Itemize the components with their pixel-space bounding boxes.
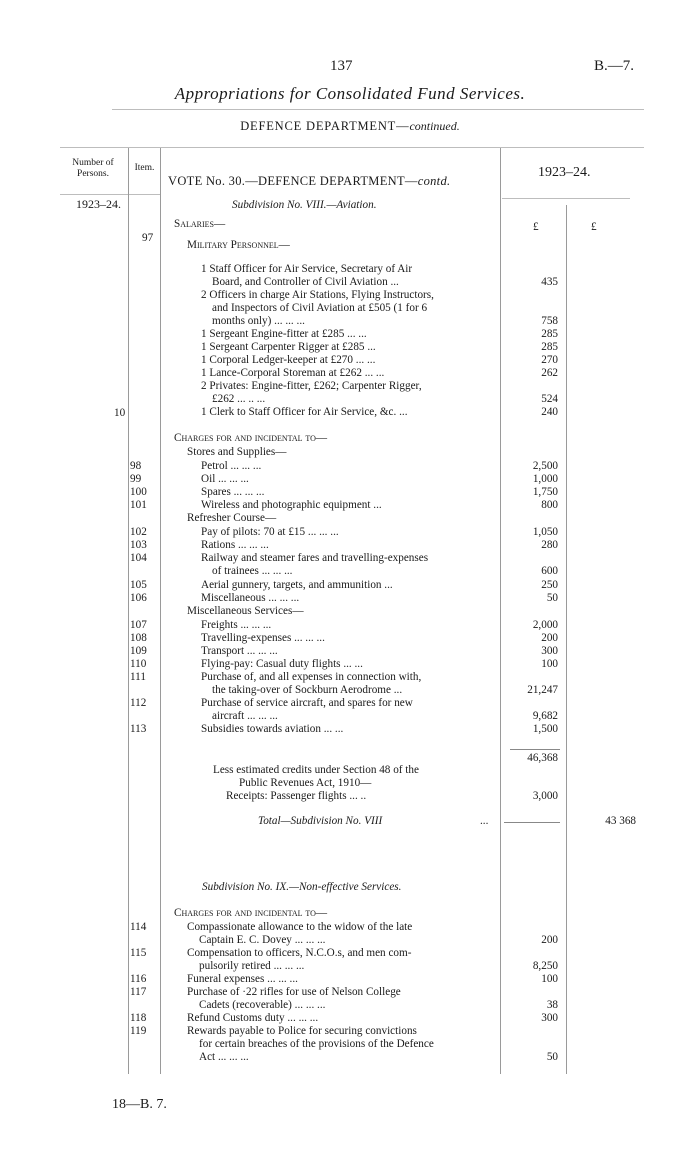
page-title: Appropriations for Consolidated Fund Services. <box>174 84 526 103</box>
less-receipts-line: Receipts: Passenger flights ... .. <box>226 790 367 802</box>
item-number: 106 <box>130 592 147 604</box>
total-amount: 43 368 <box>605 815 636 827</box>
item-number: 100 <box>130 486 147 498</box>
document-reference: B.—7. <box>594 58 635 74</box>
line-amount: 758 <box>541 315 558 327</box>
line-text: 1 Corporal Ledger-keeper at £270 ... ... <box>201 354 376 366</box>
line-text: 1 Lance-Corporal Storeman at £262 ... ... <box>201 367 385 379</box>
line-text: Purchase of, and all expenses in connection with, <box>201 671 422 683</box>
line-amount: 250 <box>541 579 558 591</box>
line-text: of trainees ... ... ... <box>212 565 293 577</box>
item-number: 118 <box>130 1012 147 1024</box>
total-rule <box>504 822 560 823</box>
line-amount: 100 <box>541 658 558 670</box>
item-number: 104 <box>130 552 147 564</box>
line-text: Transport ... ... ... <box>201 645 278 657</box>
line-text: pulsorily retired ... ... ... <box>199 960 305 972</box>
item-column-divider-left <box>128 148 129 1074</box>
item-number: 109 <box>130 645 147 657</box>
total-dots: ... <box>480 815 489 827</box>
line-text: the taking-over of Sockburn Aerodrome ... <box>212 684 403 696</box>
item-column-divider-right <box>160 148 161 1074</box>
line-text: 1 Clerk to Staff Officer for Air Service, &c. ... <box>201 406 408 418</box>
item-number: 108 <box>130 632 147 644</box>
less-receipts-amount: 3,000 <box>532 790 558 802</box>
line-amount: 280 <box>541 539 558 551</box>
line-text: Petrol ... ... ... <box>201 460 262 472</box>
line-amount: 200 <box>541 632 558 644</box>
line-text: Travelling-expenses ... ... ... <box>201 632 325 644</box>
amount-column-divider <box>500 148 501 1074</box>
persons-count: 10 <box>114 407 126 419</box>
military-personnel-heading: Military Personnel— <box>187 239 290 251</box>
line-amount: 285 <box>541 328 558 340</box>
line-amount: 270 <box>541 354 558 366</box>
line-amount: 1,050 <box>532 526 558 538</box>
item-number: 103 <box>130 539 147 551</box>
line-text: Rations ... ... ... <box>201 539 269 551</box>
line-text: 1 Staff Officer for Air Service, Secretary of Air <box>201 263 413 275</box>
item-number: 119 <box>130 1025 147 1037</box>
item-number: 114 <box>130 921 147 933</box>
subdivision-9-title: Subdivision No. IX.—Non-effective Services. <box>202 881 402 893</box>
line-amount: 21,247 <box>527 684 558 696</box>
line-text: 1 Sergeant Carpenter Rigger at £285 ... <box>201 341 376 353</box>
item-number: 116 <box>130 973 147 985</box>
line-text: Refresher Course— <box>187 512 277 524</box>
line-text: Subsidies towards aviation ... ... <box>201 723 344 735</box>
line-amount: 524 <box>541 393 558 405</box>
item-number: 113 <box>130 723 147 735</box>
item-column-header: Item. <box>134 163 155 173</box>
line-text: Compensation to officers, N.C.O.s, and men com- <box>187 947 412 959</box>
persons-year: 1923–24. <box>76 197 121 211</box>
line-text: Freights ... ... ... <box>201 619 272 631</box>
line-amount: 200 <box>541 934 558 946</box>
line-text: Cadets (recoverable) ... ... ... <box>199 999 326 1011</box>
line-amount: 2,000 <box>532 619 558 631</box>
line-text: Captain E. C. Dovey ... ... ... <box>199 934 326 946</box>
line-text: £262 ... .. ... <box>212 393 266 405</box>
charges-heading-9: Charges for and incidental to— <box>174 907 328 919</box>
header-rule <box>112 109 644 110</box>
less-credits-line: Less estimated credits under Section 48 of the <box>213 764 419 776</box>
line-amount: 1,000 <box>532 473 558 485</box>
vote-continued: contd. <box>417 174 451 188</box>
item-number: 115 <box>130 947 147 959</box>
line-text: Miscellaneous Services— <box>187 605 304 617</box>
line-amount: 600 <box>541 565 558 577</box>
persons-column-header: Number of Persons. <box>72 158 114 179</box>
line-amount: 300 <box>541 1012 558 1024</box>
line-text: Compassionate allowance to the widow of the late <box>187 921 413 933</box>
line-amount: 262 <box>541 367 558 379</box>
department-heading <box>0 119 700 134</box>
line-amount: 435 <box>541 276 558 288</box>
line-amount: 50 <box>546 1051 558 1063</box>
line-text: Refund Customs duty ... ... ... <box>187 1012 319 1024</box>
item-number: 102 <box>130 526 147 538</box>
line-text: Purchase of ·22 rifles for use of Nelson College <box>187 986 401 998</box>
line-amount: 38 <box>546 999 558 1011</box>
item-number: 98 <box>130 460 142 472</box>
line-text: Oil ... ... ... <box>201 473 249 485</box>
line-amount: 1,500 <box>532 723 558 735</box>
charges-heading: Charges for and incidental to— <box>174 432 328 444</box>
line-amount: 2,500 <box>532 460 558 472</box>
item-number: 99 <box>130 473 142 485</box>
department-name: DEFENCE DEPARTMENT— <box>240 119 410 133</box>
pound-sign-detail: £ <box>533 221 539 233</box>
line-text: 1 Sergeant Engine-fitter at £285 ... ... <box>201 328 367 340</box>
line-text: Miscellaneous ... ... ... <box>201 592 300 604</box>
line-text: Purchase of service aircraft, and spares for new <box>201 697 413 709</box>
right-head-rule <box>502 198 630 199</box>
line-amount: 285 <box>541 341 558 353</box>
line-text: Railway and steamer fares and travelling-expenses <box>201 552 429 564</box>
line-amount: 9,682 <box>532 710 558 722</box>
year-column-header: 1923–24. <box>538 165 591 180</box>
vote-heading <box>168 174 450 189</box>
line-text: aircraft ... ... ... <box>212 710 278 722</box>
page-footer: 18—B. 7. <box>112 1097 167 1112</box>
subdivision-8-title: Subdivision No. VIII.—Aviation. <box>232 199 377 211</box>
line-text: 2 Officers in charge Air Stations, Flying Instructors, <box>201 289 434 301</box>
line-text: Spares ... ... ... <box>201 486 265 498</box>
item-number: 105 <box>130 579 147 591</box>
department-continued: continued. <box>409 119 460 133</box>
pound-column-divider <box>566 205 567 1074</box>
item-number: 112 <box>130 697 147 709</box>
vote-title: VOTE No. 30.—DEFENCE DEPARTMENT— <box>168 174 418 188</box>
line-text: Aerial gunnery, targets, and ammunition ... <box>201 579 393 591</box>
page-number: 137 <box>330 58 353 74</box>
line-text: Stores and Supplies— <box>187 446 287 458</box>
line-amount: 800 <box>541 499 558 511</box>
line-text: for certain breaches of the provisions of the Defence <box>199 1038 434 1050</box>
line-text: Funeral expenses ... ... ... <box>187 973 298 985</box>
line-text: and Inspectors of Civil Aviation at £505 (1 for 6 <box>212 302 428 314</box>
total-label: Total—Subdivision No. VIII <box>258 815 383 827</box>
pound-sign-total: £ <box>591 221 597 233</box>
line-text: Flying-pay: Casual duty flights ... ... <box>201 658 363 670</box>
line-text: Act ... ... ... <box>199 1051 249 1063</box>
left-head-rule <box>60 194 160 195</box>
line-amount: 1,750 <box>532 486 558 498</box>
item-number: 107 <box>130 619 147 631</box>
line-text: Board, and Controller of Civil Aviation ... <box>212 276 399 288</box>
line-text: 2 Privates: Engine-fitter, £262; Carpenter Rigger, <box>201 380 422 392</box>
salaries-heading: Salaries— <box>174 218 226 230</box>
subtotal-amount: 46,368 <box>527 752 558 764</box>
line-amount: 240 <box>541 406 558 418</box>
line-text: Rewards payable to Police for securing convictions <box>187 1025 417 1037</box>
less-credits-act: Public Revenues Act, 1910— <box>239 777 372 789</box>
subtotal-rule <box>510 749 560 750</box>
item-number: 110 <box>130 658 147 670</box>
item-number: 111 <box>130 671 146 683</box>
line-amount: 50 <box>546 592 558 604</box>
table-top-rule <box>60 147 644 148</box>
line-text: Wireless and photographic equipment ... <box>201 499 382 511</box>
item-number: 101 <box>130 499 147 511</box>
line-amount: 300 <box>541 645 558 657</box>
item-number: 97 <box>142 232 154 244</box>
line-text: months only) ... ... ... <box>212 315 305 327</box>
line-text: Pay of pilots: 70 at £15 ... ... ... <box>201 526 339 538</box>
item-number: 117 <box>130 986 147 998</box>
line-amount: 100 <box>541 973 558 985</box>
line-amount: 8,250 <box>532 960 558 972</box>
